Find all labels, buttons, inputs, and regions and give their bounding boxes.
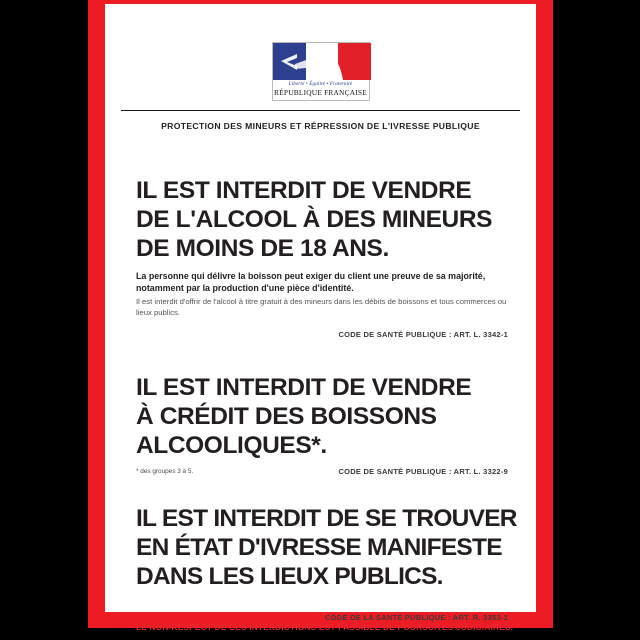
headline-line: IL EST INTERDIT DE VENDRE bbox=[136, 177, 472, 204]
poster-body bbox=[119, 142, 522, 635]
headline-line: DANS LES LIEUX PUBLICS. bbox=[136, 562, 443, 590]
french-republic-logo bbox=[272, 42, 370, 101]
headline-line: IL EST INTERDIT DE VENDRE bbox=[136, 373, 472, 401]
headline-line: IL EST INTERDIT DE SE TROUVER bbox=[136, 504, 517, 532]
footer-container bbox=[136, 621, 514, 635]
block-subnote-text: Il est interdit d'offrir de l'alcool à titre gratuit à des mineurs dans les débits de boissons et tous commerces ou lieux publics. bbox=[136, 297, 507, 317]
headline-line: ALCOOLIQUES*. bbox=[136, 431, 327, 459]
page-title: PROTECTION DES MINEURS ET RÉPRESSION DE L'IVRESSE PUBLIQUE bbox=[161, 121, 480, 131]
legal-code-reference: CODE DE LA SANTÉ PUBLIQUE : ART. R. 3353-1 bbox=[325, 612, 508, 622]
prohibition-block-public-drunkenness bbox=[136, 504, 517, 622]
legal-code-reference: CODE DE SANTÉ PUBLIQUE : ART. L. 3322-9 bbox=[338, 466, 508, 476]
prohibition-block-credit bbox=[136, 373, 508, 476]
marianne-tricolor-icon bbox=[273, 43, 371, 80]
headline-line: DE L'ALCOOL À DES MINEURS bbox=[136, 206, 493, 233]
legal-code-reference: CODE DE SANTÉ PUBLIQUE : ART. L. 3342-1 bbox=[338, 329, 508, 339]
legal-notice-poster bbox=[88, 0, 553, 632]
block-lede-text: La personne qui délivre la boisson peut exiger du client une preuve de sa majorité, notamment par la production d'une pièce d'identité. bbox=[136, 271, 486, 294]
headline-line: À CRÉDIT DES BOISSONS bbox=[136, 402, 437, 430]
block-footnote-text: * des groupes 3 à 5. bbox=[136, 467, 194, 475]
poster-sheet bbox=[105, 4, 536, 632]
emblem-republic-label: RÉPUBLIQUE FRANÇAISE bbox=[274, 88, 367, 97]
footer-warning-text: LE NON-RESPECT DE CES INTERDICTIONS EST PASSIBLE DE POURSUITES JUDICIAIRES. bbox=[136, 621, 514, 632]
headline-line: DE MOINS DE 18 ANS. bbox=[136, 235, 389, 262]
emblem-container bbox=[119, 42, 522, 101]
headline-line: EN ÉTAT D'IVRESSE MANIFESTE bbox=[136, 533, 502, 561]
prohibition-block-minors bbox=[136, 176, 508, 339]
emblem-motto: Liberté • Égalité • Fraternité bbox=[288, 81, 353, 87]
